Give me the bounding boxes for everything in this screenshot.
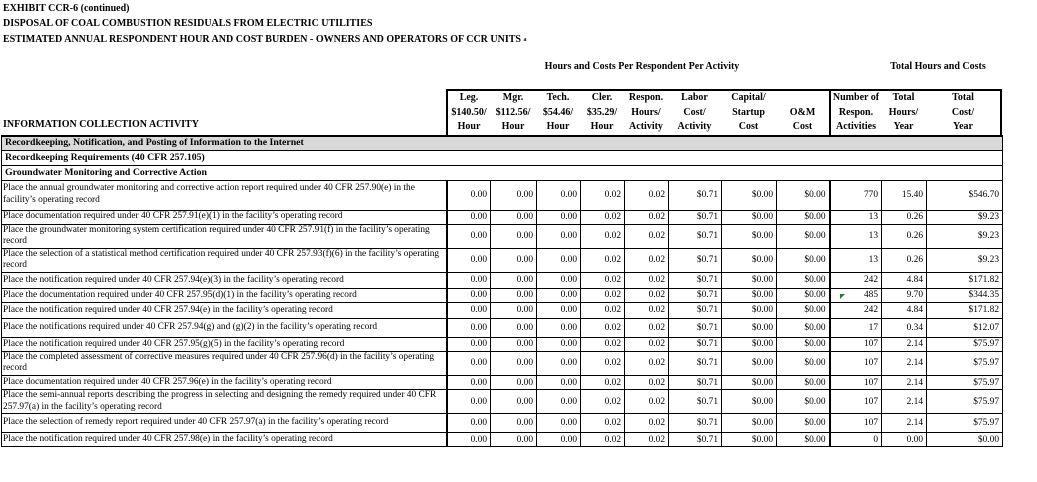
value-cell: $0.71: [669, 318, 722, 337]
value-cell: 0.00: [537, 390, 581, 414]
value-cell: 107: [830, 376, 882, 390]
value-cell: 0.02: [625, 210, 669, 224]
value-cell: 0.00: [537, 414, 581, 433]
table-row: [2, 180, 1003, 210]
value-cell: $0.71: [669, 351, 722, 375]
column-header-line: Total: [892, 92, 915, 103]
value-cell: $0.00: [722, 414, 777, 433]
table-row: [2, 351, 1003, 375]
table-row: [2, 224, 1003, 248]
value-cell: 0.02: [581, 272, 625, 288]
column-header-line: Mgr.: [502, 92, 524, 103]
value-cell: 0.02: [581, 224, 625, 248]
value-cell: $171.82: [927, 272, 1003, 288]
column-header-line: Labor: [681, 92, 708, 103]
column-header-line: Cler.: [591, 92, 613, 103]
activity-description: Place the completed assessment of corrective measures required under 40 CFR 257.96(d) in the facility’s operating record: [2, 351, 447, 375]
value-cell: $0.00: [722, 390, 777, 414]
column-header-line: Year: [953, 121, 973, 132]
activity-description: Place the groundwater monitoring system certification required under 40 CFR 257.91(f) in the facility’s operating record: [2, 224, 447, 248]
value-cell: 107: [830, 414, 882, 433]
column-header: [926, 89, 1002, 135]
value-cell: 0.00: [447, 272, 491, 288]
caption-text: ESTIMATED ANNUAL RESPONDENT HOUR AND COST BURDEN - OWNERS AND OPERATORS OF CCR UNITS: [3, 33, 521, 45]
activity-description: Place the selection of remedy report required under 40 CFR 257.97(a) in the facility’s operating record: [2, 414, 447, 433]
value-cell: 0.02: [581, 210, 625, 224]
value-cell: 485: [830, 288, 882, 302]
value-cell: 0.00: [537, 433, 581, 447]
column-header-line: Tech.: [546, 92, 570, 103]
value-cell: 0.00: [491, 351, 537, 375]
value-cell: $0.71: [669, 302, 722, 318]
value-cell: $0.00: [777, 288, 830, 302]
column-header-line: Respon.: [628, 92, 664, 103]
value-cell: 0.00: [447, 337, 491, 351]
value-cell: 0.34: [882, 318, 927, 337]
value-cell: 13: [830, 248, 882, 272]
value-cell: 242: [830, 272, 882, 288]
footnote-mark: a: [523, 36, 527, 43]
value-cell: 0.00: [537, 337, 581, 351]
column-header: [668, 89, 721, 135]
value-cell: $75.97: [927, 376, 1003, 390]
value-cell: $0.71: [669, 376, 722, 390]
value-cell: 13: [830, 210, 882, 224]
value-cell: $0.00: [722, 288, 777, 302]
column-header-line: Cost/: [951, 106, 975, 118]
value-cell: $0.00: [777, 390, 830, 414]
table-row: [2, 433, 1003, 447]
activity-description: Place the notification required under 40 CFR 257.95(g)(5) in the facility’s operating record: [2, 337, 447, 351]
value-cell: 0.00: [491, 180, 537, 210]
value-cell: 0.00: [447, 351, 491, 375]
value-cell: 0.00: [491, 210, 537, 224]
value-cell: 0.00: [447, 414, 491, 433]
value-cell: $75.97: [927, 351, 1003, 375]
value-cell: 0.00: [491, 414, 537, 433]
value-cell: 0.02: [625, 272, 669, 288]
value-cell: $12.07: [927, 318, 1003, 337]
value-cell: $0.00: [722, 433, 777, 447]
value-cell: 0.00: [447, 210, 491, 224]
column-header: [536, 89, 580, 135]
section-row: [2, 150, 1003, 165]
column-header-line: Cost/: [683, 106, 706, 118]
value-cell: $0.71: [669, 390, 722, 414]
activity-description: Place the notifications required under 40 CFR 257.94(g) and (g)(2) in the facility’s operating record: [2, 318, 447, 337]
column-header-line: Hours/: [631, 106, 661, 118]
value-cell: 0.00: [537, 272, 581, 288]
exhibit-table-caption: [3, 32, 526, 47]
column-header-line: $140.50/: [451, 106, 487, 118]
exhibit-title: EXHIBIT CCR-6 (continued): [3, 3, 130, 14]
value-cell: $171.82: [927, 302, 1003, 318]
column-header-line: O&M: [789, 106, 816, 118]
value-cell: $0.00: [722, 224, 777, 248]
activity-description: Place the notification required under 40 CFR 257.94(e)(3) in the facility’s operating record: [2, 272, 447, 288]
column-header-line: Cost: [792, 121, 813, 132]
table-row: [2, 390, 1003, 414]
value-cell: $75.97: [927, 337, 1003, 351]
activity-description: Place documentation required under 40 CFR 257.96(e) in the facility’s operating record: [2, 376, 447, 390]
table-row: [2, 414, 1003, 433]
value-cell: $9.23: [927, 248, 1003, 272]
column-header-line: Year: [893, 121, 914, 132]
value-cell: $0.71: [669, 337, 722, 351]
value-cell: 0.02: [625, 376, 669, 390]
value-cell: 0.00: [447, 390, 491, 414]
value-cell: 0.02: [581, 390, 625, 414]
value-cell: 0.02: [625, 248, 669, 272]
value-cell: 0.02: [625, 351, 669, 375]
value-cell: $0.00: [777, 337, 830, 351]
value-cell: 0.02: [625, 224, 669, 248]
value-cell: $9.23: [927, 224, 1003, 248]
section-heading: Recordkeeping, Notification, and Posting of Information to the Internet: [2, 136, 1003, 150]
value-cell: 0.02: [581, 414, 625, 433]
value-cell: 0: [830, 433, 882, 447]
value-cell: 0.02: [625, 302, 669, 318]
value-cell: 0.00: [537, 224, 581, 248]
value-cell: $0.00: [777, 376, 830, 390]
value-cell: 0.26: [882, 210, 927, 224]
value-cell: 0.00: [537, 210, 581, 224]
activity-column-header: INFORMATION COLLECTION ACTIVITY: [3, 119, 199, 130]
value-cell: 4.84: [882, 272, 927, 288]
value-cell: $0.00: [722, 318, 777, 337]
value-cell: 0.00: [491, 272, 537, 288]
burden-table: [1, 135, 1003, 447]
value-cell: $0.00: [777, 302, 830, 318]
value-cell: 0.02: [581, 302, 625, 318]
value-cell: 0.00: [537, 318, 581, 337]
value-cell: 0.00: [447, 248, 491, 272]
activity-description: Place the notification required under 40 CFR 257.98(e) in the facility’s operating record: [2, 433, 447, 447]
value-cell: 0.00: [491, 288, 537, 302]
activity-description: Place the documentation required under 40 CFR 257.95(d)(1) in the facility’s operating record: [2, 288, 447, 302]
value-cell: $0.00: [777, 272, 830, 288]
value-cell: 0.00: [537, 376, 581, 390]
value-cell: 0.02: [581, 433, 625, 447]
value-cell: 2.14: [882, 414, 927, 433]
column-header-line: Activity: [677, 121, 712, 132]
value-cell: 0.00: [491, 376, 537, 390]
column-header-line: $112.56/: [495, 106, 531, 118]
value-cell: 107: [830, 337, 882, 351]
column-header-line: Startup: [732, 106, 765, 118]
value-cell: $0.00: [927, 433, 1003, 447]
value-cell: $0.00: [722, 272, 777, 288]
value-cell: $0.00: [777, 433, 830, 447]
value-cell: 0.02: [625, 414, 669, 433]
value-cell: 0.02: [625, 318, 669, 337]
column-header: [881, 89, 926, 135]
value-cell: 0.02: [625, 180, 669, 210]
column-header: [776, 89, 829, 135]
value-cell: 2.14: [882, 337, 927, 351]
exhibit-subtitle: DISPOSAL OF COAL COMBUSTION RESIDUALS FROM ELECTRIC UTILITIES: [3, 18, 373, 30]
table-row: [2, 318, 1003, 337]
value-cell: $0.00: [777, 210, 830, 224]
value-cell: 0.00: [447, 433, 491, 447]
section-row: [2, 165, 1003, 180]
value-cell: $0.00: [722, 302, 777, 318]
value-cell: $0.00: [777, 180, 830, 210]
value-cell: $0.71: [669, 272, 722, 288]
value-cell: 0.00: [491, 433, 537, 447]
value-cell: $75.97: [927, 414, 1003, 433]
value-cell: 2.14: [882, 376, 927, 390]
value-cell: 0.00: [537, 180, 581, 210]
value-cell: 0.00: [537, 302, 581, 318]
section-row: [2, 136, 1003, 150]
value-cell: 0.26: [882, 224, 927, 248]
value-cell: 0.02: [581, 351, 625, 375]
column-header-line: Cost: [738, 121, 759, 132]
value-cell: $75.97: [927, 390, 1003, 414]
column-header-line: Leg.: [459, 92, 479, 103]
table-row: [2, 210, 1003, 224]
column-header: [580, 89, 624, 135]
value-cell: $0.71: [669, 210, 722, 224]
column-header-line: $54.46/: [542, 106, 574, 118]
value-cell: 770: [830, 180, 882, 210]
value-cell: 4.84: [882, 302, 927, 318]
activity-description: Place the notification required under 40 CFR 257.94(e) in the facility’s operating record: [2, 302, 447, 318]
value-cell: $0.00: [722, 248, 777, 272]
column-header-line: Activity: [629, 121, 663, 132]
value-cell: 0.00: [491, 248, 537, 272]
value-cell: $0.71: [669, 433, 722, 447]
value-cell: 0.00: [537, 288, 581, 302]
column-header-line: Hour: [590, 121, 614, 132]
value-cell: $9.23: [927, 210, 1003, 224]
value-cell: $0.00: [777, 318, 830, 337]
value-cell: $0.71: [669, 180, 722, 210]
value-cell: $0.71: [669, 224, 722, 248]
value-cell: 0.00: [882, 433, 927, 447]
value-cell: $546.70: [927, 180, 1003, 210]
value-cell: 242: [830, 302, 882, 318]
activity-description: Place documentation required under 40 CFR 257.91(e)(1) in the facility’s operating record: [2, 210, 447, 224]
value-cell: 107: [830, 390, 882, 414]
activity-description: Place the annual groundwater monitoring and corrective action report required under 40 CFR 257.90(e) in the facility’s operating record: [2, 180, 447, 210]
value-cell: 107: [830, 351, 882, 375]
value-cell: $0.71: [669, 248, 722, 272]
value-cell: 17: [830, 318, 882, 337]
value-cell: 0.00: [491, 390, 537, 414]
table-row: [2, 302, 1003, 318]
column-header-line: Hours/: [888, 106, 919, 118]
column-header: [829, 89, 881, 135]
value-cell: 0.00: [447, 180, 491, 210]
column-header-line: Activities: [836, 121, 876, 132]
value-cell: 9.70: [882, 288, 927, 302]
value-cell: 0.00: [447, 224, 491, 248]
activity-description: Place the selection of a statistical method certification required under 40 CFR 257.93(f)(6) in the facility’s operating record: [2, 248, 447, 272]
value-cell: 0.02: [581, 248, 625, 272]
value-cell: 0.02: [625, 433, 669, 447]
column-header-line: Number of: [832, 92, 880, 103]
totals-group-header: Total Hours and Costs: [890, 61, 986, 72]
value-cell: 2.14: [882, 351, 927, 375]
section-heading: Recordkeeping Requirements (40 CFR 257.105): [2, 150, 1003, 165]
value-cell: $0.00: [777, 414, 830, 433]
column-header: [446, 89, 490, 135]
value-cell: $0.00: [722, 180, 777, 210]
value-cell: $0.00: [722, 351, 777, 375]
table-row: [2, 337, 1003, 351]
value-cell: 0.26: [882, 248, 927, 272]
activity-description: Place the semi-annual reports describing the progress in selecting and designing the remedy required under 40 CFR 257.97(a) in the facility’s operating record: [2, 390, 447, 414]
value-cell: 0.02: [581, 180, 625, 210]
value-cell: $0.71: [669, 414, 722, 433]
value-cell: 0.00: [491, 224, 537, 248]
value-cell: $0.00: [777, 248, 830, 272]
column-header-line: Hour: [457, 121, 481, 132]
value-cell: $0.00: [722, 210, 777, 224]
value-cell: 0.02: [625, 390, 669, 414]
table-row: [2, 376, 1003, 390]
value-cell: $0.71: [669, 288, 722, 302]
column-header: [624, 89, 668, 135]
value-cell: 0.02: [581, 376, 625, 390]
value-cell: 0.02: [581, 337, 625, 351]
section-heading: Groundwater Monitoring and Corrective Action: [2, 165, 1003, 180]
value-cell: 2.14: [882, 390, 927, 414]
table-row: [2, 248, 1003, 272]
table-row: [2, 272, 1003, 288]
column-header-line: [776, 91, 829, 106]
exhibit-titles: [3, 1, 526, 47]
value-cell: 0.02: [581, 318, 625, 337]
value-cell: 0.00: [491, 318, 537, 337]
value-cell: 0.02: [581, 288, 625, 302]
value-cell: 0.00: [447, 376, 491, 390]
value-cell: 0.00: [447, 302, 491, 318]
value-cell: 0.00: [537, 248, 581, 272]
value-cell: $0.00: [722, 337, 777, 351]
column-header-line: Capital/: [731, 92, 766, 103]
cell-comment-indicator: [840, 294, 845, 299]
value-cell: $0.00: [777, 351, 830, 375]
per-respondent-group-header: Hours and Costs Per Respondent Per Activity: [544, 61, 740, 72]
column-header-line: Hour: [501, 121, 525, 132]
column-header-line: Respon.: [838, 106, 874, 118]
value-cell: $0.00: [722, 376, 777, 390]
value-cell: 0.00: [537, 351, 581, 375]
column-header: [721, 89, 776, 135]
value-cell: 0.00: [447, 288, 491, 302]
value-cell: 0.00: [491, 302, 537, 318]
value-cell: $344.35: [927, 288, 1003, 302]
column-header-line: Total: [952, 92, 974, 103]
value-cell: 0.00: [491, 337, 537, 351]
value-cell: 13: [830, 224, 882, 248]
value-cell: $0.00: [777, 224, 830, 248]
table-row: [2, 288, 1003, 302]
value-cell: 0.00: [447, 318, 491, 337]
column-header-line: Hour: [546, 121, 570, 132]
column-header-line: $35.29/: [586, 106, 618, 118]
value-cell: 15.40: [882, 180, 927, 210]
value-cell: 0.02: [625, 288, 669, 302]
value-cell: 0.02: [625, 337, 669, 351]
column-header: [490, 89, 536, 135]
